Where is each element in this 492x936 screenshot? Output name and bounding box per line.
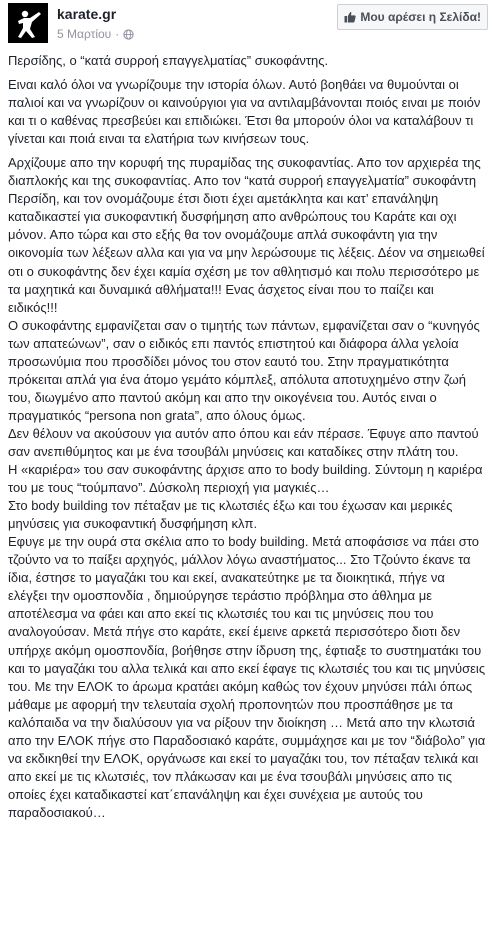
post-body bbox=[8, 52, 486, 828]
globe-icon bbox=[123, 29, 134, 40]
karate-fighter-logo bbox=[8, 3, 48, 43]
post-paragraph: Ειναι καλό όλοι να γνωρίζουμε την ιστορία όλων. Αυτό βοηθάει να θυμούνται οι παλιοί και να γνωρίζουν οι καινούργιοι για να αντιλαμβάνονται ποιός ειναι με ποιόν και τι ο καθένας πρεσβεύει και επιδιώκει. Έτσι θα μπορούν όλοι να καταλάβουν τι γίνεται και ποιά ειναι τα ελατήρια των κινήσεων τους. bbox=[8, 77, 481, 147]
like-page-label: Μου αρέσει η Σελίδα! bbox=[360, 10, 481, 24]
page-name[interactable]: karate.gr bbox=[57, 6, 117, 22]
like-page-button[interactable] bbox=[337, 4, 488, 30]
post-paragraph: Αρχίζουμε απο την κορυφή της πυραμίδας της συκοφαντίας. Απο τον αρχιερέα της διαπλοκής και της συκοφαντίας. Απο τον “κατά συρροή επαγγελματία” συκοφάντη Περσίδη, και τον ονομάζουμε έτσι διοτι έχει αμετάκλητα και κατ’ επανάληψη καταδικαστεί για συκοφαντική δυσφήμηση απο ανθρώπους του Καράτε και οχι μόνον. Απο τώρα και στο εξής θα τον ονομάζουμε απλά συκοφάντη για την οικονομία των λέξεων αλλα και για να μην λερώσουμε τις λέξεις. Δέον να σημειωθεί οτι ο συκοφάντης δεν έχει καμία σχέση με τον αθλητισμό και πολυ περισσότερο με τα μαχητικά και δυναμικά αθλήματα!!! Ενας άσχετος είναι που το παίζει και ειδικός!!! Ο συκοφάντης εμφανίζεται σαν ο τιμητής των πάντων, εμφανίζεται σαν ο “κυνηγός των απατεώνων”, σαν ο ειδικός επι παντός επιστητού και διάφορα άλλα γελοία προσωνύμια που προσδίδει μόνος του στον εαυτό του. Στην πραγματικότητα πρόκειται απλά για ένα άτομο γεμάτο κόμπλεξ, απόλυτα αποτυχημένο στην ζωή του, διωγμένο απο παντού ακόμη και απο την οικογένεια του. Αυτός ειναι ο πραγματικός “persona non grata”, απο όλους όμως. Δεν θέλουν να ακούσουν για αυτόν απο όπου και εάν πέρασε. Έφυγε απο παντού σαν ανεπιθύμητος και με ένα τσουβάλι μηνύσεις και καταδίκες στην πλάτη του. Η «καριέρα» του σαν συκοφάντης άρχισε απο το body building. Σύντομη η καριέρα του με τους “τούμπανο”. Δύσκολη περιοχή για μαγκιές… Στο body building τον πέταξαν με τις κλωτσιές έξω και του έχωσαν και μερικές μηνύσεις για συκοφαντική δυσφήμηση κλπ. Εφυγε με την ουρά στα σκέλια απο το body building. Μετά αποφάσισε να πάει στο τζούντο να το παίξει αρχηγός, μάλλον λόγω αναστήματος... Στο Τζούντο έκανε τα ίδια, έστησε το μαγαζάκι του και εκεί, ανακατεύτηκε με τα διοικητικά, πήγε να ελέγξει την ομοσπονδία , δημιούργησε τεράστιο πρόβλημα στο άθλημα με αποτέλεσμα να φάει και απο εκεί τις κλωτσιές του και τις μηνύσεις που του αναλογούσαν. Μετά πήγε στο καράτε, εκεί έμεινε αρκετά περισσότερο διοτι δεν υπήρχε ακόμη ομοσπονδία, βοήθησε στην ίδρυση της, έφτιαξε το συστηματάκι του και το μαγαζάκι του αλλα τελικά και απο εκεί έφαγε τις κλωτσιές του και τις μηνύσεις του. Με την ΕΛΟΚ το άρωμα κρατάει ακόμη καθώς τον έχουν μηνύσει πάλι όπως μάθαμε με αφορμή την τελευταία σχολή προπονητών που προσπάθησε με τα καλόπαιδα να την διαλύσουν για να ρίξουν την διοίκηση … Μετά απο την κλωτσιά απο την ΕΛΟΚ πήγε στο Παραδοσιακό καράτε, συμμάχησε και με τον “διάβολο” για να εκδικηθεί την ΕΛΟΚ, οργάνωσε και εκεί το μαγαζάκι του, τον πέταξαν τελικά και απο εκεί με τις κλωτσιές, τον πλάκωσαν και με ένα τσουβάλι μηνύσεις απο τις οποίες έχει καταδικαστεί κατ΄επανάληψη και έχει συνέχεια με αυτούς του παραδοσιακού… bbox=[8, 155, 486, 820]
thumbs-up-icon bbox=[344, 11, 356, 23]
avatar[interactable] bbox=[8, 3, 48, 43]
meta-separator: · bbox=[115, 27, 120, 41]
post-meta bbox=[57, 27, 134, 41]
post-header bbox=[0, 0, 492, 50]
post-title-paragraph: Περσίδης, ο “κατά συρροή επαγγελματίας” συκοφάντης. bbox=[8, 53, 329, 68]
post-date[interactable]: 5 Μαρτίου bbox=[57, 27, 112, 41]
